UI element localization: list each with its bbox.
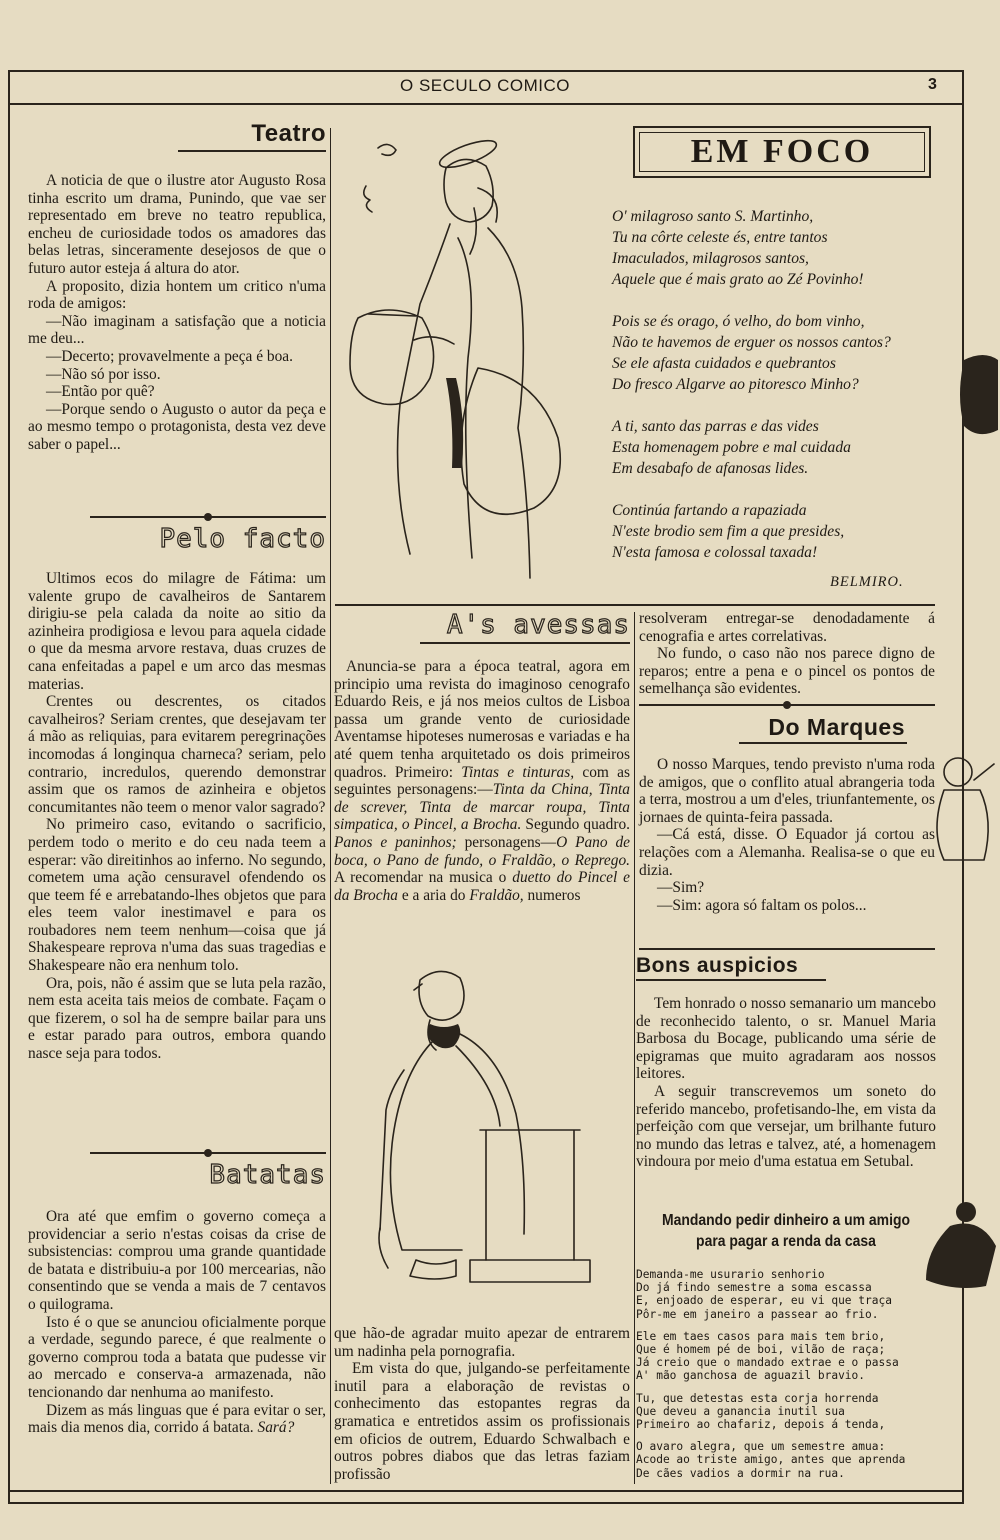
heading-teatro: Teatro: [251, 120, 326, 147]
article-as-avessas: [334, 610, 630, 904]
heading-underline: [636, 979, 826, 981]
page-number: 3: [928, 76, 937, 93]
sonnet-line: Que deveu a ganancia inutil sua: [636, 1404, 845, 1418]
column-divider-left: [330, 128, 331, 1484]
poem-line: N'esta famosa e colossal taxada!: [612, 544, 818, 561]
paragraph: A proposito, dizia hontem um critico n'uma roda de amigos:: [28, 277, 326, 313]
sonnet-title-line: para pagar a renda da casa: [696, 1233, 876, 1250]
poem-line: Do fresco Algarve ao pitoresco Minho?: [612, 376, 859, 393]
paragraph: A seguir transcrevemos um soneto do referido mancebo, profetisando-lhe, em vista da perfeição com que versejar, um brilhante futuro no mundo das letras e talvez, até, a homenagem vindoura por meio d'uma estatua em Setubal.: [636, 1082, 936, 1171]
poem-line: Se ele afasta cuidados e quebrantos: [612, 355, 836, 372]
sonnet-line: Primeiro ao chafariz, depois á tenda,: [636, 1418, 886, 1432]
article-as-avessas-cont: [334, 1325, 630, 1483]
stanza: [636, 1268, 936, 1321]
article-bons-auspicios: [636, 954, 936, 1171]
paragraph: Em vista do que, julgando-se perfeitamente inutil para a elaboração de revistas o conhecimento das estopantes regras da gramatica e entretidos assim os profissionais em oficios de outrem, Eduardo Schwalbach e outros pobres diabos que das letras faziam profissão: [334, 1360, 630, 1483]
paragraph: No primeiro caso, evitando o sacrificio, perdem todo o merito e do ceu nada teem a esperar: vão direitinhos ao inferno. No segundo, cometem uma ação censuravel ofendendo os que teem fé e arrebatando-lhes objetos que para eles teem valor inestimavel e para os roubadores nem teem nenhum—coisa que já Shakespeare reprova n'uma das suas tragedias e Shakespeare não era nenhum tolo.: [28, 816, 326, 975]
ornament-divider: [90, 1148, 326, 1158]
hand-doodle-icon: [954, 350, 1000, 440]
stanza: [612, 206, 891, 290]
sonnet-line: Acode ao triste amigo, antes que aprenda: [636, 1453, 906, 1467]
poem-line: Imaculados, milagrosos santos,: [612, 250, 809, 267]
sonnet-line: O avaro alegra, que um semestre amua:: [636, 1440, 886, 1454]
figure-doodle-icon: [920, 1196, 1000, 1292]
paragraph: Ultimos ecos do milagre de Fátima: um valente grupo de cavalheiros de Santarem dirigiu-se pela calada da noite ao sitio da azinheira prodigiosa e levou para aquela cidade o que da mesma arvore restava, duas cruzes de cana enfeitadas a papel e um arco das mesmas materias.: [28, 570, 326, 693]
closing-question: Sará?: [257, 1419, 295, 1437]
paragraph: A noticia de que o ilustre ator Augusto Rosa tinha escrito um drama, Punindo, que vae ser representado em breve no teatro republica, encheu de curiosidade todos os amadores das belas letras, sinceramente desejosos de que o futuro autor esteja á altura do ator.: [28, 172, 326, 277]
article-pelo-facto: [28, 524, 326, 1063]
poem-line: Em desabafo de afanosas lides.: [612, 460, 809, 477]
poem-line: Aquele que é mais grato ao Zé Povinho!: [612, 271, 864, 288]
sonnet-line: Tu, que detestas esta corja horrenda: [636, 1391, 879, 1405]
footer-rule: [8, 1490, 962, 1492]
heading-underline: [420, 642, 630, 644]
paragraph: Crentes ou descrentes, os citados cavalheiros? Seriam crentes, que desejavam ter á mão as reliquias, para evitarem peregrinações incomodas á longinqua charneca? seriam, pelo contrario, incredulos, querendo demonstrar assim que os ramos de azinheira e objetos concumitantes não teem o menor valor sagrado?: [28, 693, 326, 816]
paragraph: Tem honrado o nosso semanario um mancebo de reconhecido talento, o sr. Manuel Maria Barbosa du Bocage, publicando uma série de epigramas que muito agradaram aos nossos leitores.: [636, 995, 936, 1083]
heading-batatas: Batatas: [209, 1160, 326, 1190]
sonnet-title-line: Mandando pedir dinheiro a um amigo: [661, 1212, 911, 1229]
stanza: [636, 1330, 936, 1383]
column-divider-right: [634, 612, 635, 1484]
sonnet-line: Ele em taes casos para mais tem brio,: [636, 1329, 886, 1343]
poem-line: Continúa fartando a rapaziada: [612, 502, 807, 519]
paragraph: —Sim?: [657, 879, 705, 897]
old-man-illustration: [360, 960, 620, 1300]
heading-em-foco: EM FOCO: [690, 133, 874, 170]
ornament-divider: [90, 512, 326, 522]
paragraph: —Não só por isso.: [46, 365, 161, 383]
poem-line: N'este brodio sem fim a que presides,: [612, 523, 845, 540]
heading-bons-auspicios: Bons auspicios: [636, 954, 799, 977]
heading-underline: [739, 742, 907, 744]
paragraph: —Porque sendo o Augusto o autor da peça e ao mesmo tempo o protagonista, desta vez deve saber o papel...: [28, 400, 326, 453]
stanza: [612, 416, 891, 479]
stanza: [636, 1392, 936, 1432]
sonnet-line: E, enjoado de esperar, eu vi que traça: [636, 1294, 892, 1308]
heading-underline: [178, 150, 326, 152]
section-rule-avessas: [335, 604, 935, 606]
heading-pelo-facto: Pelo facto: [159, 524, 326, 554]
saint-martin-illustration: [338, 128, 598, 588]
paragraph: Ora, pois, não é assim que se luta pela razão, nem esta aceita tais meios de combate. Façam o que fizerem, o sol ha de sempre bailar para uns e estar parado para outros, embora quando nasce seja para todos.: [28, 974, 326, 1063]
paragraph: —Cá está, disse. O Equador já cortou as relações com a Alemanha. Realisa-se o que eu dizia.: [639, 826, 935, 879]
paragraph: Isto é o que se anunciou oficialmente porque a verdade, segundo parece, é que realmente o governo comprou toda a batata que pudesse vir ao mercado e conserva-a armazenada, não tencionando dar nenhuma ao manifesto.: [28, 1313, 326, 1401]
masthead-title: O SECULO COMICO: [400, 76, 570, 95]
paragraph: —Não imaginam a satisfação que a noticia me deu...: [28, 312, 326, 348]
header-rule: [8, 103, 962, 105]
figure-doodle-icon: [924, 750, 1000, 870]
heading-do-marques: Do Marques: [768, 714, 905, 740]
paragraph: —Então por quê?: [46, 383, 155, 401]
stanza: [612, 500, 891, 563]
poem-line: Tu na côrte celeste és, entre tantos: [612, 229, 828, 246]
signature: BELMIRO.: [830, 574, 904, 590]
paragraph: —Decerto; provavelmente a peça é boa.: [46, 347, 293, 365]
poem-line: Não te havemos de erguer os nossos cantos?: [612, 334, 891, 351]
poem-line: Pois se és orago, ó velho, do bom vinho,: [612, 313, 865, 330]
sonnet-line: Já creio que o mandado extrae e o passa: [636, 1356, 899, 1370]
article-teatro: [28, 120, 326, 454]
heading-as-avessas: A's avessas: [446, 610, 630, 640]
paragraph: —Sim: agora só faltam os polos...: [657, 896, 867, 914]
article-as-avessas-right: [639, 610, 935, 698]
stanza: [612, 311, 891, 395]
stanza: [636, 1440, 936, 1480]
paragraph: Ora até que emfim o governo começa a providenciar a serio n'estas coisas da crise de subsistencias: comprou uma grande quantidade de batata e distribuiu-a por 100 mercearias, não consentindo que se venda a mais de 7 centavos o quilograma.: [28, 1208, 326, 1313]
paragraph: Dizem as más linguas que é para evitar o ser, mais dia menos dia, corrido á batata. Sará?: [28, 1401, 326, 1437]
ornament-divider: [639, 700, 935, 710]
paragraph: que hão-de agradar muito apezar de entrarem um nadinha pela pornografia.: [334, 1325, 630, 1360]
sonnet: [636, 1268, 936, 1489]
sonnet-line: Do já findo semestre a soma escassa: [636, 1281, 872, 1295]
sonnet-title: [651, 1210, 921, 1252]
paragraph: O nosso Marques, tendo previsto n'uma roda de amigos, que o conflito atual abrangeria toda a terra, mostrou a um d'eles, triunfantemente, os jornaes de quinta-feira passada.: [639, 756, 935, 826]
poem-line: O' milagroso santo S. Martinho,: [612, 208, 814, 225]
poem-line: Esta homenagem pobre e mal cuidada: [612, 439, 851, 456]
article-do-marques: [639, 714, 935, 914]
poem-line: A ti, santo das parras e das vides: [612, 418, 819, 435]
paragraph: resolveram entregar-se denodadamente á cenografia e artes correlativas.: [639, 610, 935, 645]
paragraph: No fundo, o caso não nos parece digno de reparos; entre a pena e o pincel os pontos de semelhança são evidentes.: [639, 645, 935, 698]
sonnet-line: Demanda-me usurario senhorio: [636, 1268, 825, 1281]
sonnet-line: Pôr-me em janeiro a passear ao frio.: [636, 1307, 879, 1321]
article-batatas: [28, 1160, 326, 1437]
paragraph: Anuncia-se para a época teatral, agora em principio uma revista do imaginoso cenografo Eduardo Reis, e já nos meios cultos de Lisboa passa um grande vento de curiosidade Aventamse hipoteses numerosas e variadas e ha até quem tenha arquitetado os dois primeiros quadros. Primeiro: Tintas e tinturas, com as seguintes personagens:—Tinta da China, Tinta de screver, Tinta de marcar roupa, Tinta simpatica, o Pincel, a Brocha. Segundo quadro. Panos e paninhos; personagens—O Pano de boca, o Pano de fundo, o Fraldão, o Reprego. A recomendar na musica o duetto do Pincel e da Brocha e a aria do Fraldão, numeros: [334, 658, 631, 904]
em-foco-banner: [633, 126, 931, 178]
section-rule: [639, 948, 935, 950]
sonnet-line: De cães vadios a dormir na rua.: [636, 1466, 845, 1480]
sonnet-line: Que é homem pé de boi, vilão de raça;: [636, 1343, 886, 1357]
sonnet-line: A' mão ganchosa de aguazil bravio.: [636, 1369, 866, 1383]
poem-em-foco: [612, 206, 891, 584]
